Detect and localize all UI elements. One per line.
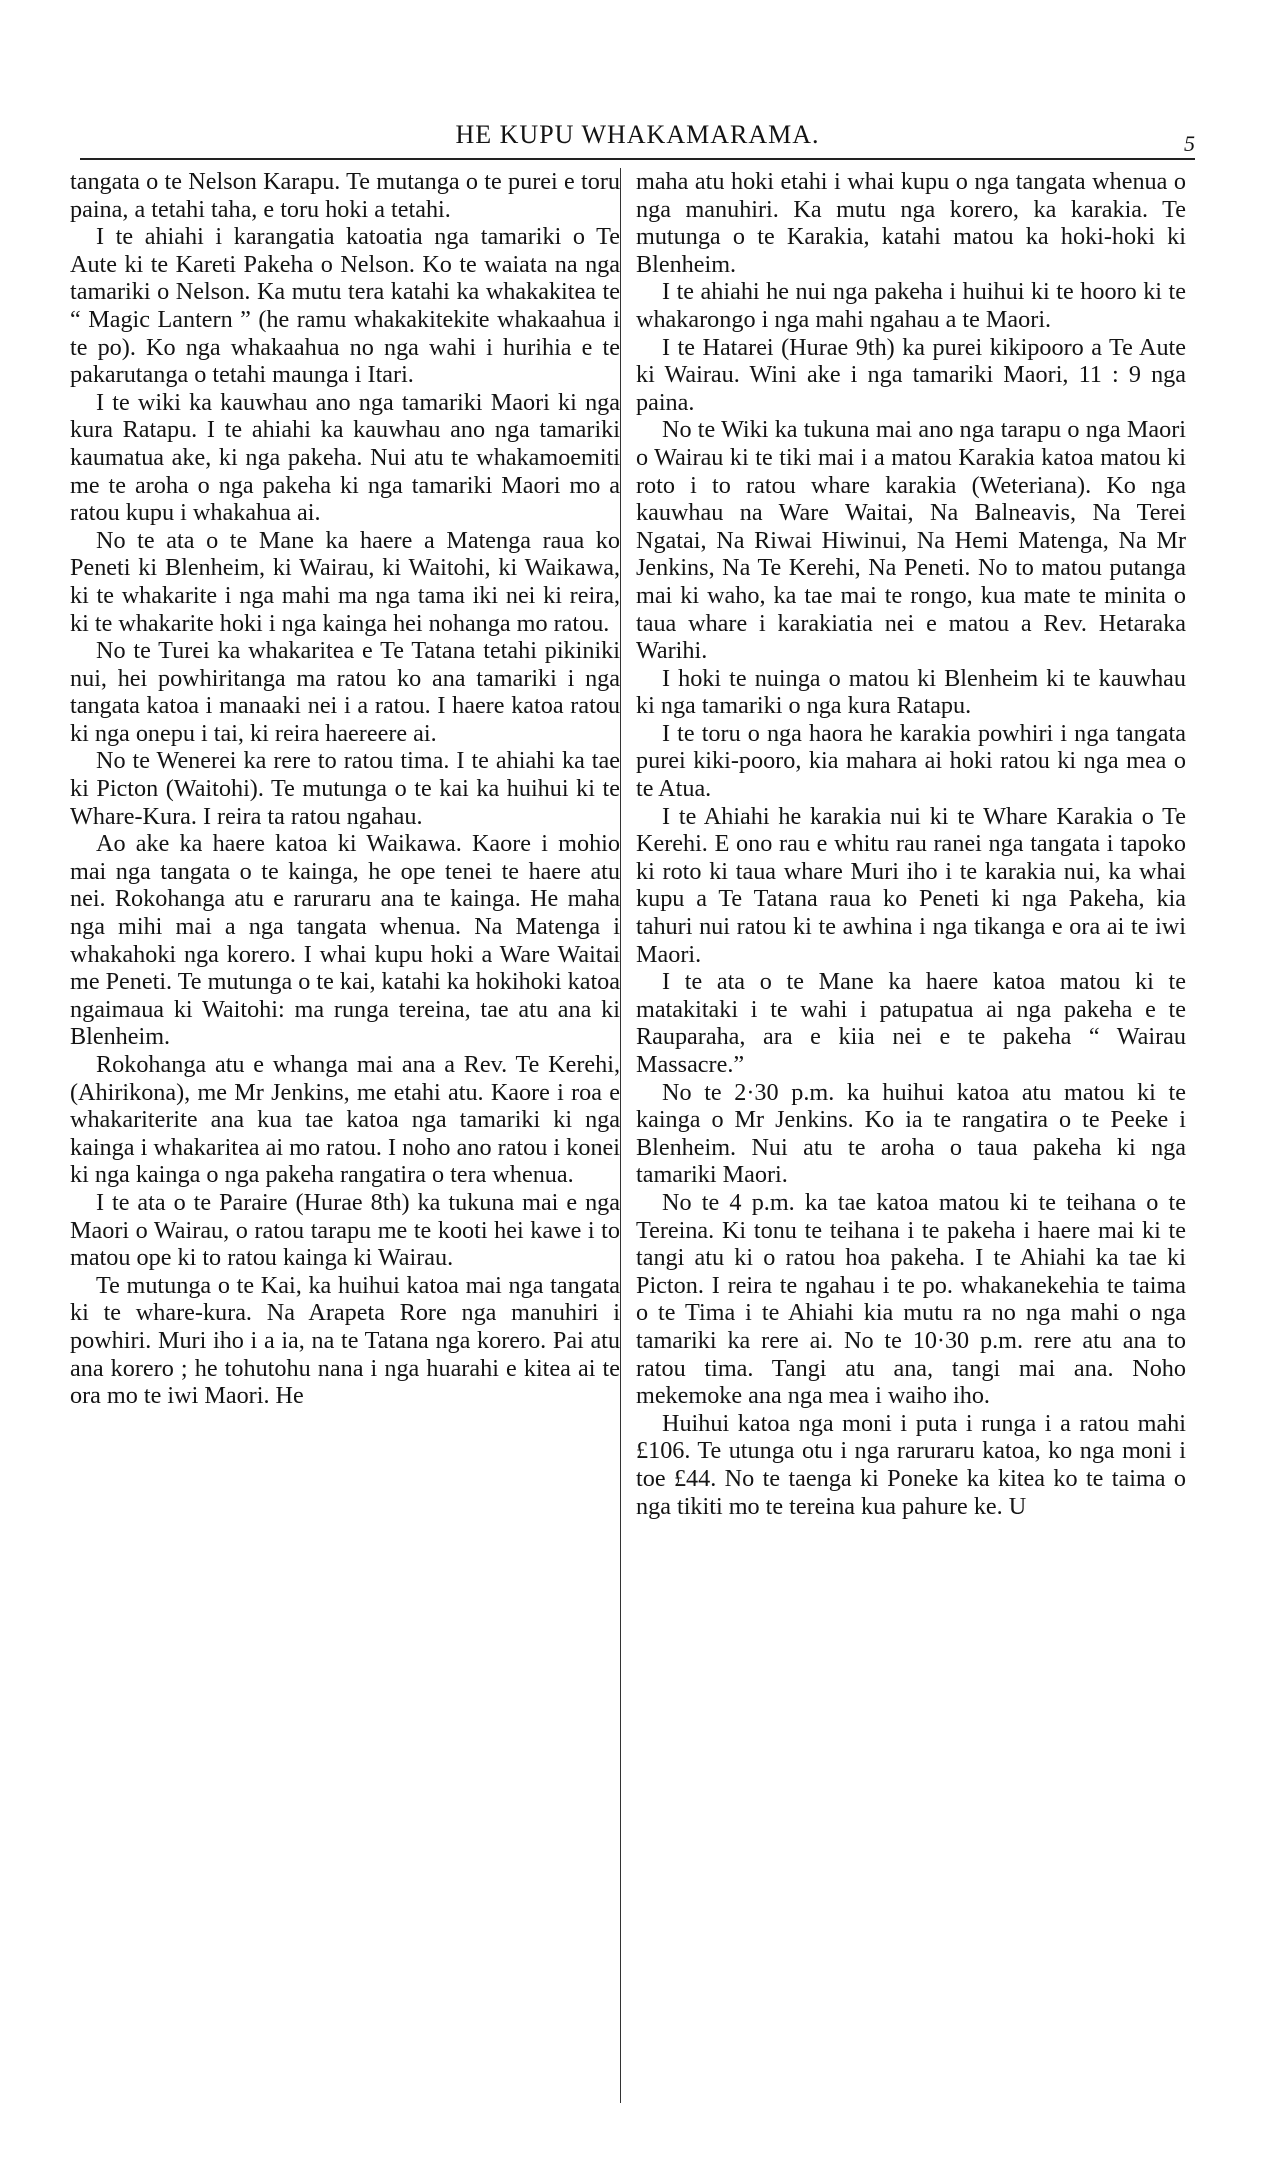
- paragraph: I te Ahiahi he karakia nui ki te Whare Karakia o Te Kerehi. E ono rau e whitu rau ranei nga tangata i tapoko ki roto ki taua whare Muri iho i te karakia nui, ka whai kupu a Te Tatana raua ko Peneti ki nga Pakeha, kia tahuri nui ratou ki te awhina i nga tikanga e ora ai te iwi Maori.: [636, 802, 1186, 968]
- paragraph: maha atu hoki etahi i whai kupu o nga tangata whenua o nga manuhiri. Ka mutu nga korero, ka karakia. Te mutunga o te Karakia, katahi matou ka hoki-hoki ki Blenheim.: [636, 168, 1186, 278]
- paragraph: Te mutunga o te Kai, ka huihui katoa mai nga tangata ki te whare-kura. Na Arapeta Rore nga manuhiri i powhiri. Muri iho i a ia, na te Tatana nga korero. Pai atu ana korero ; he tohutohu nana i nga huarahi e kitea ai te ora mo te iwi Maori. He: [70, 1271, 620, 1410]
- paragraph: tangata o te Nelson Karapu. Te mutanga o te purei e toru paina, a tetahi taha, e toru hoki a tetahi.: [70, 168, 620, 223]
- paragraph: No te Wenerei ka rere to ratou tima. I te ahiahi ka tae ki Picton (Waitohi). Te mutunga o te kai ka huihui ki te Whare-Kura. I reira ta ratou ngahau.: [70, 747, 620, 830]
- paragraph: I hoki te nuinga o matou ki Blenheim ki te kauwhau ki nga tamariki o nga kura Ratapu.: [636, 664, 1186, 720]
- paragraph: I te toru o nga haora he karakia powhiri i nga tangata purei kiki-pooro, kia mahara ai hoki ratou ki nga mea o te Atua.: [636, 719, 1186, 803]
- page-title: HE KUPU WHAKAMARAMA.: [455, 120, 820, 149]
- paragraph: No te Wiki ka tukuna mai ano nga tarapu o nga Maori o Wairau ki te tiki mai i a matou Karakia katoa matou ki roto i to ratou whare karakia (Weteriana). Ko nga kauwhau na Ware Waitai, Na Balneavis, Na Terei Ngatai, Na Riwai Hiwinui, Na Hemi Matenga, Na Mr Jenkins, Na Te Kerehi, Na Peneti. No to matou putanga mai ki waho, ka tae mai te rongo, kua mate te minita o taua whare i karakiatia nei e matou a Rev. Hetaraka Warihi.: [636, 416, 1186, 665]
- column-divider: [620, 168, 621, 2103]
- left-column: [70, 168, 620, 1410]
- paragraph: Huihui katoa nga moni i puta i runga i a ratou mahi £106. Te utunga otu i nga raruraru katoa, ko nga moni i toe £44. No te taenga ki Poneke ka kitea ko te taima o nga tikiti mo te tereina kua pahure ke. U: [636, 1409, 1186, 1520]
- paragraph: Rokohanga atu e whanga mai ana a Rev. Te Kerehi, (Ahirikona), me Mr Jenkins, me etahi atu. Kaore i roa e whakariterite ana kua tae katoa nga tamariki ki nga kainga i whakaritea ai mo ratou. I noho ano ratou i konei ki nga kainga o nga pakeha rangatira o tera whenua.: [70, 1051, 620, 1189]
- paragraph: I te wiki ka kauwhau ano nga tamariki Maori ki nga kura Ratapu. I te ahiahi ka kauwhau ano nga tamariki kaumatua ake, ki nga pakeha. Nui atu te whakamoemiti me te aroha o nga pakeha ki nga tamariki Maori mo a ratou kupu i whakahua ai.: [70, 388, 620, 527]
- paragraph: I te ahiahi i karangatia katoatia nga tamariki o Te Aute ki te Kareti Pakeha o Nelson. Ko te waiata na nga tamariki o Nelson. Ka mutu tera katahi ka whakakitea te “ Magic Lantern ” (he ramu whakakitekite whakaahua i te po). Ko nga whakaahua no nga wahi i hurihia e te pakarutanga o tetahi maunga i Itari.: [70, 223, 620, 389]
- page-number: 5: [1184, 131, 1195, 156]
- right-column: [636, 168, 1186, 1520]
- paragraph: I te ata o te Paraire (Hurae 8th) ka tukuna mai e nga Maori o Wairau, o ratou tarapu me te kooti hei kawe i to matou ope ki to ratou kainga ki Wairau.: [70, 1188, 620, 1272]
- paragraph: No te Turei ka whakaritea e Te Tatana tetahi pikiniki nui, hei powhiritanga ma ratou ko ana tamariki i nga tangata katoa i manaaki nei i a ratou. I haere katoa ratou ki nga onepu i tai, ki reira haereere ai.: [70, 637, 620, 747]
- paragraph: I te ata o te Mane ka haere katoa matou ki te matakitaki i te wahi i patupatua ai nga pakeha e te Rauparaha, ara e kiia nei e te pakeha “ Wairau Massacre.”: [636, 968, 1186, 1078]
- paragraph: No te 2·30 p.m. ka huihui katoa atu matou ki te kainga o Mr Jenkins. Ko ia te rangatira o te Peeke i Blenheim. Nui atu te aroha o taua pakeha ki nga tamariki Maori.: [636, 1078, 1186, 1189]
- paragraph: No te 4 p.m. ka tae katoa matou ki te teihana o te Tereina. Ki tonu te teihana i te pakeha i haere mai ki te tangi atu ki o ratou hoa pakeha. I te Ahiahi ka tae ki Picton. I reira te ngahau i te po. whakanekehia te taima o te Tima i te Ahiahi kia mutu ra no nga mahi o nga tamariki ka rere ai. No te 10·30 p.m. rere atu ana to ratou tima. Tangi atu ana, tangi mai ana. Noho mekemoke ana nga mea i waiho iho.: [636, 1188, 1186, 1410]
- paragraph: I te Hatarei (Hurae 9th) ka purei kikipooro a Te Aute ki Wairau. Wini ake i nga tamariki Maori, 11 : 9 nga paina.: [636, 333, 1186, 416]
- paragraph: I te ahiahi he nui nga pakeha i huihui ki te hooro ki te whakarongo i nga mahi ngahau a te Maori.: [636, 278, 1186, 333]
- paragraph: No te ata o te Mane ka haere a Matenga raua ko Peneti ki Blenheim, ki Wairau, ki Waitohi, ki Waikawa, ki te whakarite i nga mahi ma nga tama iki nei ki reira, ki te whakarite hoki i nga kainga hei nohanga mo ratou.: [70, 526, 620, 637]
- running-head: [80, 118, 1195, 160]
- paragraph: Ao ake ka haere katoa ki Waikawa. Kaore i mohio mai nga tangata o te kainga, he ope tenei te haere atu nei. Rokohanga atu e raruraru ana te kainga. He maha nga mihi mai a nga tangata whenua. Na Matenga i whakahoki nga korero. I whai kupu hoki a Ware Waitai me Peneti. Te mutunga o te kai, katahi ka hokihoki katoa ngaimaua ki Waitohi: ma runga tereina, tae atu ana ki Blenheim.: [70, 830, 621, 1051]
